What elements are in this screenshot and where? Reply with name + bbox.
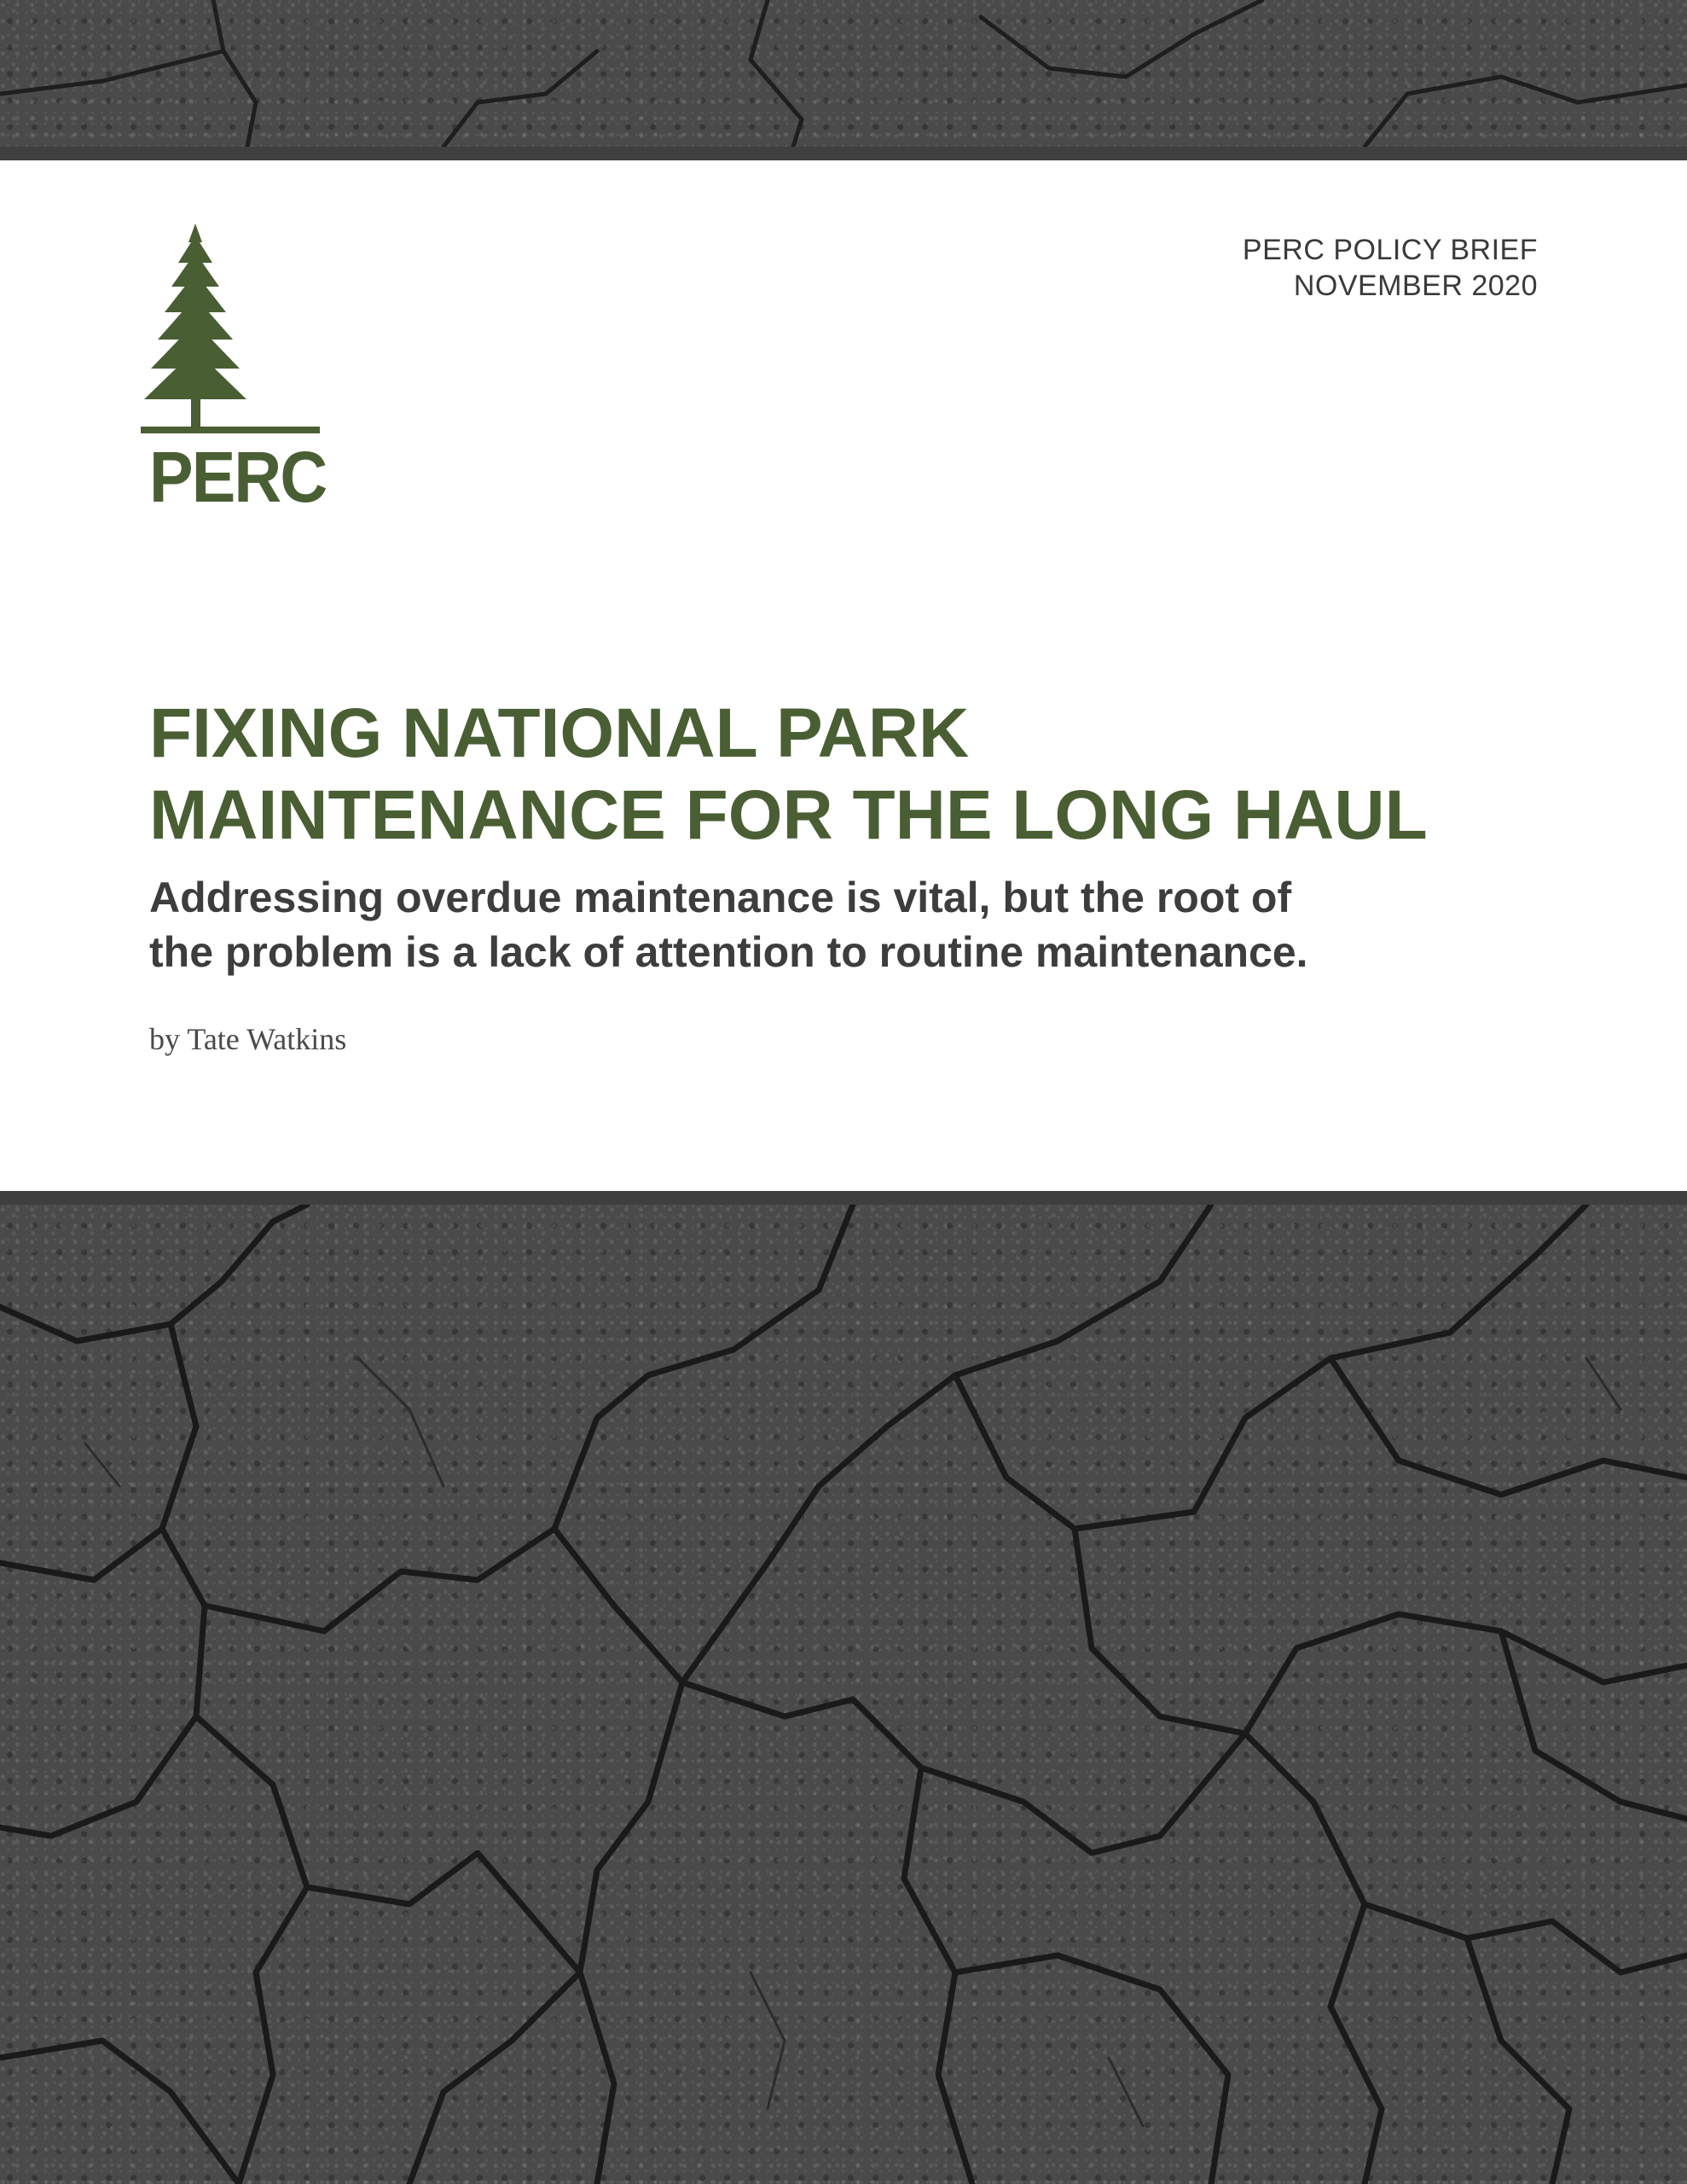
bottom-rule (0, 1191, 1687, 1205)
asphalt-cracks-bottom (0, 1205, 1687, 2184)
cover-photo-top (0, 0, 1687, 147)
top-rule (0, 147, 1687, 160)
subtitle-line-2: the problem is a lack of attention to routine maintenance. (149, 928, 1308, 976)
subtitle (149, 870, 1599, 979)
perc-wordmark: PERC (149, 437, 327, 517)
brief-series: PERC POLICY BRIEF (1242, 234, 1538, 266)
title-line-1: FIXING NATIONAL PARK (149, 694, 970, 772)
title-line-2: MAINTENANCE FOR THE LONG HAUL (149, 776, 1428, 854)
subtitle-line-1: Addressing overdue maintenance is vital, but the root of (149, 874, 1292, 921)
perc-logo (141, 224, 327, 517)
asphalt-cracks-top (0, 0, 1687, 147)
brief-date: NOVEMBER 2020 (1293, 270, 1538, 302)
pine-tree-icon (141, 224, 320, 437)
byline: by Tate Watkins (149, 1022, 347, 1056)
brief-meta (1243, 232, 1538, 304)
page-title (149, 693, 1599, 857)
cover-photo-bottom (0, 1205, 1687, 2184)
